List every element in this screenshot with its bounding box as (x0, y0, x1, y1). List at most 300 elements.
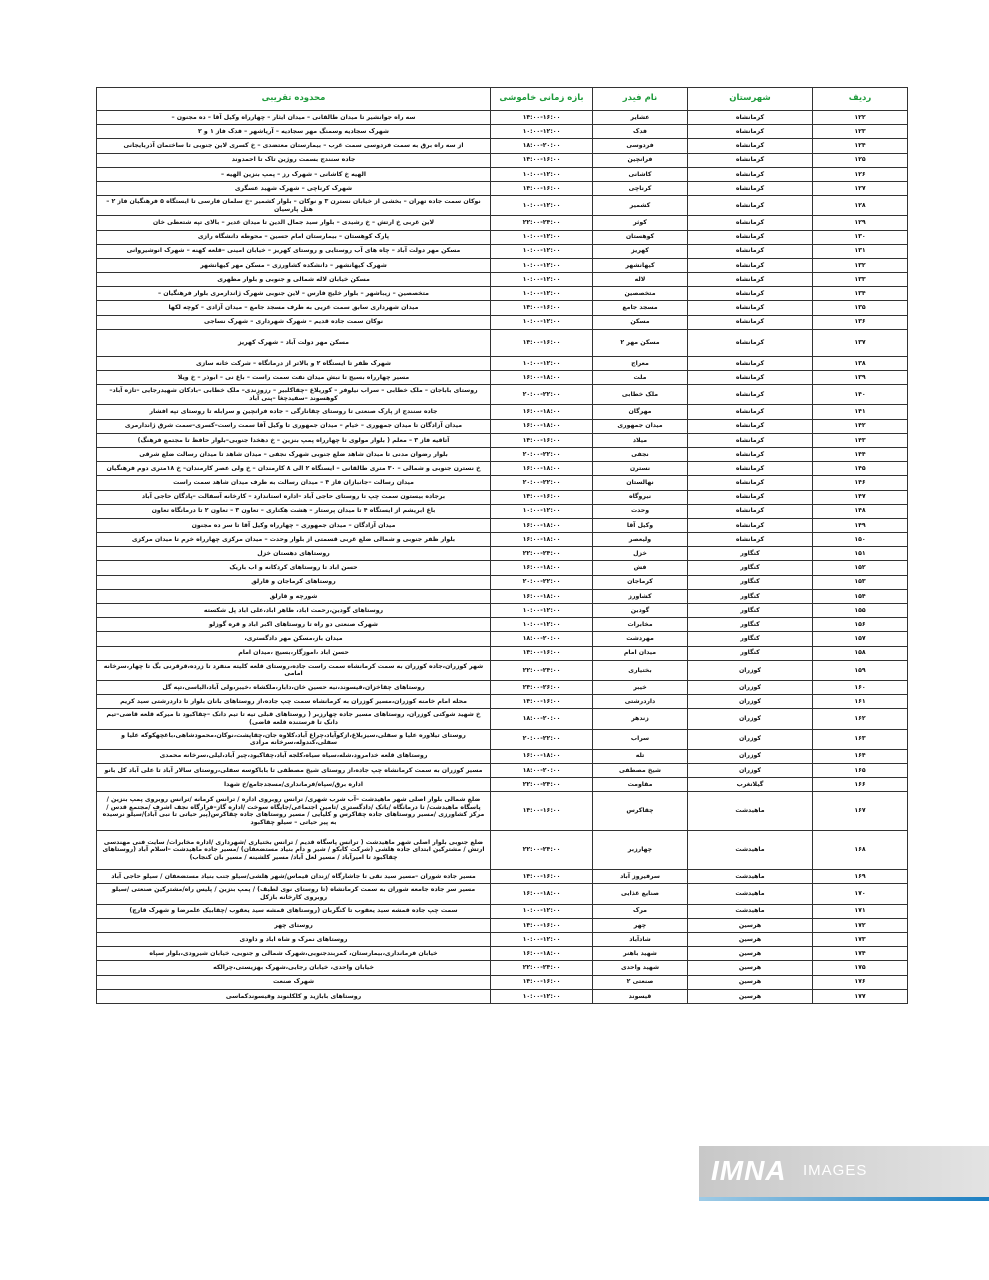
cell-feeder: کرناچی (593, 181, 688, 195)
cell-feeder: نجفی (593, 447, 688, 461)
cell-time: ۱۴:۰۰-۱۶:۰۰ (491, 153, 593, 167)
cell-index: ۱۳۵ (813, 301, 908, 315)
cell-time: ۱۰:۰۰-۱۲:۰۰ (491, 273, 593, 287)
cell-area: از سه راه برق به سمت فردوسی سمت غرب – بیمارستان معتضدی – خ کسری لاین جنوبی تا ساختمان آذربایجانی (97, 139, 491, 153)
cell-time: ۲۲:۰۰-۲۴:۰۰ (491, 778, 593, 792)
cell-index: ۱۵۹ (813, 660, 908, 680)
cell-city: کرمانشاه (688, 216, 813, 230)
table-row (97, 405, 908, 419)
table-row (97, 947, 908, 961)
outage-table (96, 87, 908, 1004)
cell-city: کوزران (688, 709, 813, 729)
cell-index: ۱۳۲ (813, 258, 908, 272)
cell-feeder: وحدت (593, 504, 688, 518)
cell-index: ۱۶۲ (813, 709, 908, 729)
header-time: بازه زمانی خاموشی (491, 88, 593, 111)
cell-feeder: مسجد جامع (593, 301, 688, 315)
cell-feeder: وکیل آقا (593, 518, 688, 532)
cell-area: سه راه جوانشیر تا میدان طالقانی – میدان ایثار – چهارراه وکیل آقا – ده مجنون – (97, 111, 491, 125)
cell-index: ۱۶۱ (813, 695, 908, 709)
cell-time: ۱۰:۰۰-۱۲:۰۰ (491, 618, 593, 632)
cell-feeder: مهرگان (593, 405, 688, 419)
cell-time: ۲۰:۰۰-۲۲:۰۰ (491, 385, 593, 405)
cell-time: ۱۰:۰۰-۱۲:۰۰ (491, 125, 593, 139)
cell-feeder: سراب (593, 729, 688, 749)
cell-feeder: شهید واحدی (593, 961, 688, 975)
cell-index: ۱۳۸ (813, 356, 908, 370)
table-row (97, 709, 908, 729)
cell-city: کرمانشاه (688, 518, 813, 532)
cell-feeder: کرماجان (593, 575, 688, 589)
cell-area: میدان آزادگان – میدان جمهوری – چهارراه وکیل آقا تا سر ده مجنون (97, 518, 491, 532)
table-row (97, 329, 908, 356)
cell-index: ۱۶۸ (813, 831, 908, 870)
cell-city: کنگاور (688, 547, 813, 561)
table-row (97, 831, 908, 870)
cell-city: کرمانشاه (688, 371, 813, 385)
cell-index: ۱۵۱ (813, 547, 908, 561)
cell-city: کرمانشاه (688, 533, 813, 547)
cell-city: کرمانشاه (688, 462, 813, 476)
cell-feeder: شادآباد (593, 933, 688, 947)
cell-city: کرمانشاه (688, 385, 813, 405)
cell-time: ۱۰:۰۰-۱۲:۰۰ (491, 504, 593, 518)
cell-time: ۲۰:۰۰-۲۲:۰۰ (491, 476, 593, 490)
cell-feeder: ملت (593, 371, 688, 385)
cell-feeder: ملک خطابی (593, 385, 688, 405)
table-row (97, 490, 908, 504)
cell-feeder: ولیعصر (593, 533, 688, 547)
cell-area: آتاقیه فاز ۳ – معلم ( بلوار مولوی تا چهارراه پمپ بنزین – خ دهخدا جنوبی–بلوار حافظ تا مجتمع فرهنگ) (97, 433, 491, 447)
cell-index: ۱۲۳ (813, 125, 908, 139)
watermark-text: IMAGES (803, 1162, 868, 1179)
cell-time: ۱۴:۰۰-۱۶:۰۰ (491, 646, 593, 660)
table-row (97, 244, 908, 258)
cell-time: ۱۴:۰۰-۱۶:۰۰ (491, 918, 593, 932)
cell-city: کوزران (688, 749, 813, 763)
cell-city: کرمانشاه (688, 258, 813, 272)
cell-index: ۱۲۲ (813, 111, 908, 125)
cell-city: ماهیدشت (688, 904, 813, 918)
cell-time: ۱۴:۰۰-۱۶:۰۰ (491, 792, 593, 831)
cell-index: ۱۶۳ (813, 729, 908, 749)
cell-feeder: فش (593, 561, 688, 575)
cell-area: شهر کوزران،جاده کوزران به سمت کرمانشاه سمت راست جاده،روستای قلعه کلیته منفرد تا زرده،قرقرنی بگ تا چهار،سرخانه امامی (97, 660, 491, 680)
cell-city: کرمانشاه (688, 315, 813, 329)
cell-area: باغ ابریشم از ایستگاه ۴ تا میدان پرستار – هشت هکتاری – تعاون ۳ – تعاون ۲ تا درمانگاه تعاون (97, 504, 491, 518)
table-row (97, 870, 908, 884)
cell-time: ۱۴:۰۰-۱۶:۰۰ (491, 329, 593, 356)
table-row (97, 989, 908, 1003)
cell-time: ۱۰:۰۰-۱۲:۰۰ (491, 287, 593, 301)
cell-city: کنگاور (688, 632, 813, 646)
cell-time: ۲۲:۰۰-۲۴:۰۰ (491, 831, 593, 870)
cell-area: نوکان سمت جاده تهران – بخشی از خیابان نسترن ۳ و نوکان – بلوار کشمیر –خ سلمان فارسی تا ایستگاه ۵ فرهنگیان فاز ۲ – هتل پارسیان (97, 196, 491, 216)
cell-city: کرمانشاه (688, 476, 813, 490)
cell-index: ۱۳۱ (813, 244, 908, 258)
cell-feeder: شهید باهنر (593, 947, 688, 961)
cell-city: کرمانشاه (688, 125, 813, 139)
cell-area: مسکن مهر دولت آباد – شهرک کهریز (97, 329, 491, 356)
cell-area: روستاهای دهستان خزل (97, 547, 491, 561)
cell-feeder: کشمیر (593, 196, 688, 216)
cell-index: ۱۷۵ (813, 961, 908, 975)
table-row (97, 561, 908, 575)
table-row (97, 287, 908, 301)
table-row (97, 181, 908, 195)
cell-feeder: شیخ مصطفی (593, 763, 688, 777)
cell-index: ۱۲۸ (813, 196, 908, 216)
cell-city: ماهیدشت (688, 792, 813, 831)
cell-index: ۱۳۰ (813, 230, 908, 244)
cell-city: کرمانشاه (688, 196, 813, 216)
cell-index: ۱۴۸ (813, 504, 908, 518)
cell-index: ۱۵۸ (813, 646, 908, 660)
table-row (97, 125, 908, 139)
cell-city: کرمانشاه (688, 230, 813, 244)
cell-index: ۱۴۵ (813, 462, 908, 476)
table-row (97, 632, 908, 646)
cell-area: شهرک سجادیه وسمنگ مهر سجادیه – آریاشهر – فدک فاز ۱ و ۲ (97, 125, 491, 139)
cell-area: مسیر سر جاده جامعه شوران به سمت کرمانشاه (تا روستای نوی لطیف) / پمپ بنزین / پلیس راه/مشترکین صنعتی /سیلو روبروی کارخانه بازکل (97, 884, 491, 904)
cell-time: ۱۰:۰۰-۱۲:۰۰ (491, 230, 593, 244)
cell-time: ۱۰:۰۰-۱۲:۰۰ (491, 315, 593, 329)
cell-city: کرمانشاه (688, 504, 813, 518)
cell-time: ۱۶:۰۰-۱۸:۰۰ (491, 884, 593, 904)
cell-index: ۱۷۱ (813, 904, 908, 918)
cell-time: ۲۰:۰۰-۲۲:۰۰ (491, 729, 593, 749)
cell-feeder: فرانچین (593, 153, 688, 167)
cell-area: مسکن مهر دولت آباد – چاه های آب روستایی و روستای کهریز – خیابان امینی –قلعه کهنه – شهرک انوشیروانی (97, 244, 491, 258)
cell-time: ۲۴:۰۰-۲۶:۰۰ (491, 680, 593, 694)
cell-feeder: مقاومت (593, 778, 688, 792)
cell-area: مسیر کوزران به سمت کرمانشاه چپ جاده،از روستای شیخ مصطفی تا باباکوسه سفلی،روستای سالار آباد تا علی آباد کل بانو (97, 763, 491, 777)
table-row (97, 230, 908, 244)
cell-city: کوزران (688, 660, 813, 680)
cell-time: ۱۴:۰۰-۱۶:۰۰ (491, 433, 593, 447)
table-row (97, 589, 908, 603)
cell-area: مسیر جاده شوران –مسیر سید نقی تا جاشارگاه /زندان قیماس/شهر هلشی/سیلو جنب بنیاد مستضعفان / سیلو حاجی آباد (97, 870, 491, 884)
header-index: ردیف (813, 88, 908, 111)
cell-index: ۱۵۲ (813, 561, 908, 575)
cell-index: ۱۶۰ (813, 680, 908, 694)
cell-time: ۱۰:۰۰-۱۲:۰۰ (491, 196, 593, 216)
outage-schedule-sheet (96, 87, 908, 1004)
cell-time: ۲۲:۰۰-۲۴:۰۰ (491, 660, 593, 680)
cell-city: کرمانشاه (688, 244, 813, 258)
cell-time: ۱۶:۰۰-۱۸:۰۰ (491, 749, 593, 763)
cell-index: ۱۴۳ (813, 433, 908, 447)
table-row (97, 680, 908, 694)
table-row (97, 139, 908, 153)
cell-time: ۱۰:۰۰-۱۲:۰۰ (491, 356, 593, 370)
cell-time: ۱۰:۰۰-۱۲:۰۰ (491, 258, 593, 272)
cell-feeder: نسترن (593, 462, 688, 476)
table-row (97, 315, 908, 329)
cell-feeder: صنعتی ۲ (593, 975, 688, 989)
table-row (97, 356, 908, 370)
cell-feeder: مسکن (593, 315, 688, 329)
cell-time: ۱۰:۰۰-۱۲:۰۰ (491, 604, 593, 618)
cell-city: کرمانشاه (688, 111, 813, 125)
cell-feeder: مسکن مهر ۲ (593, 329, 688, 356)
cell-index: ۱۳۴ (813, 287, 908, 301)
cell-area: شهرک کرناچی – شهرک شهید عسگری (97, 181, 491, 195)
cell-feeder: بختیاری (593, 660, 688, 680)
cell-time: ۱۰:۰۰-۱۲:۰۰ (491, 904, 593, 918)
cell-city: کنگاور (688, 561, 813, 575)
cell-time: ۱۴:۰۰-۱۶:۰۰ (491, 975, 593, 989)
cell-time: ۱۰:۰۰-۱۲:۰۰ (491, 989, 593, 1003)
cell-index: ۱۷۰ (813, 884, 908, 904)
cell-area: روستای باباجان – ملک خطابی – سراب نیلوفر – کوریلاغ –چقاکلبیر – رزوزندی– ملک خطابی –بادکان شهیدرجایی –تازه آباد– کوهسوند –سفیدچغا –پنی آباد (97, 385, 491, 405)
cell-area: روستای تیلاوره علیا و سفلی،سیزبلاغ،ازکوآباد،چراغ آباد،کلاوه جان،چقاپشت،نوکان،محمودشاهی،باغچهکوکه علیا و سفلی،کندوله،سرخانه مرادی (97, 729, 491, 749)
table-row (97, 933, 908, 947)
cell-area: میدان شهرداری سابق سمت غربی به طرف مسجد جامع – میدان آزادی – کوچه لکها (97, 301, 491, 315)
cell-feeder: چقاکرس (593, 792, 688, 831)
cell-time: ۱۸:۰۰-۲۰:۰۰ (491, 709, 593, 729)
cell-city: کوزران (688, 729, 813, 749)
cell-time: ۱۸:۰۰-۲۰:۰۰ (491, 139, 593, 153)
cell-time: ۱۸:۰۰-۲۰:۰۰ (491, 763, 593, 777)
cell-feeder: مرک (593, 904, 688, 918)
table-row (97, 778, 908, 792)
table-row (97, 547, 908, 561)
cell-city: ماهیدشت (688, 884, 813, 904)
cell-index: ۱۲۵ (813, 153, 908, 167)
table-row (97, 462, 908, 476)
cell-index: ۱۲۹ (813, 216, 908, 230)
table-row (97, 301, 908, 315)
cell-area: میدان باز،مسکن مهر دادگستری، (97, 632, 491, 646)
cell-feeder: میدان جمهوری (593, 419, 688, 433)
cell-time: ۱۶:۰۰-۱۸:۰۰ (491, 462, 593, 476)
cell-feeder: مخابرات (593, 618, 688, 632)
cell-index: ۱۳۳ (813, 273, 908, 287)
cell-feeder: قیسوند (593, 989, 688, 1003)
cell-area: روستاهای نمرک و شاه اباد و داودی (97, 933, 491, 947)
cell-city: کرمانشاه (688, 419, 813, 433)
cell-index: ۱۴۹ (813, 518, 908, 532)
cell-area: برجاده بیستون سمت چپ تا روستای حاجی آباد –اداره استاندارد – کارخانه آسفالت –پادگان حاجی آباد (97, 490, 491, 504)
cell-feeder: فدک (593, 125, 688, 139)
cell-city: کرمانشاه (688, 273, 813, 287)
cell-city: کوزران (688, 695, 813, 709)
cell-time: ۱۶:۰۰-۱۸:۰۰ (491, 371, 593, 385)
cell-time: ۱۶:۰۰-۱۸:۰۰ (491, 589, 593, 603)
cell-feeder: سرفیروز آباد (593, 870, 688, 884)
cell-feeder: کهریز (593, 244, 688, 258)
table-row (97, 884, 908, 904)
table-row (97, 904, 908, 918)
cell-index: ۱۳۹ (813, 371, 908, 385)
cell-feeder: چهارزبر (593, 831, 688, 870)
cell-area: شهرک صنعتی دو راه تا روستاهای اکبر اباد و قره گوزلو (97, 618, 491, 632)
table-row (97, 433, 908, 447)
cell-index: ۱۲۴ (813, 139, 908, 153)
cell-index: ۱۷۳ (813, 933, 908, 947)
cell-index: ۱۴۷ (813, 490, 908, 504)
table-row (97, 518, 908, 532)
table-header-row (97, 88, 908, 111)
cell-time: ۲۲:۰۰-۲۴:۰۰ (491, 961, 593, 975)
table-row (97, 419, 908, 433)
cell-area: شورچه و قارلق (97, 589, 491, 603)
cell-time: ۱۴:۰۰-۱۶:۰۰ (491, 490, 593, 504)
header-feeder: نام فیدر (593, 88, 688, 111)
table-row (97, 918, 908, 932)
cell-index: ۱۷۷ (813, 989, 908, 1003)
cell-feeder: متخصصین (593, 287, 688, 301)
cell-area: مسیر چهارراه بسیج تا نبش میدان نفت سمت راست – باغ نی – ابوذر – خ ویلا (97, 371, 491, 385)
cell-area: الهیه خ کاشانی – شهرک رز – پمپ بنزین الهیه – (97, 167, 491, 181)
cell-area: بلوار رضوان مدنی تا میدان شاهد ضلع جنوبی شهرک نجفی – میدان شاهد تا میدان رسالت ضلع شرقی (97, 447, 491, 461)
cell-index: ۱۳۷ (813, 329, 908, 356)
cell-time: ۲۰:۰۰-۲۲:۰۰ (491, 575, 593, 589)
cell-city: کرمانشاه (688, 405, 813, 419)
table-row (97, 196, 908, 216)
cell-area: روستاهای کرماجان و قارلق (97, 575, 491, 589)
cell-city: کرمانشاه (688, 329, 813, 356)
cell-time: ۱۸:۰۰-۲۰:۰۰ (491, 632, 593, 646)
cell-area: متخصصین – زیباشهر – بلوار خلیج فارس – لاین جنوبی شهرک ژاندارمری بلوار فرهنگیان – (97, 287, 491, 301)
cell-feeder: گودین (593, 604, 688, 618)
table-row (97, 763, 908, 777)
cell-index: ۱۲۷ (813, 181, 908, 195)
cell-index: ۱۴۱ (813, 405, 908, 419)
cell-index: ۱۵۰ (813, 533, 908, 547)
cell-feeder: صنایع غذایی (593, 884, 688, 904)
table-row (97, 975, 908, 989)
cell-time: ۱۶:۰۰-۱۸:۰۰ (491, 947, 593, 961)
cell-feeder: چهر (593, 918, 688, 932)
cell-city: هرسین (688, 961, 813, 975)
cell-area: میدان آزادگان تا میدان جمهوری – خیام – میدان جمهوری تا وکیل آقا سمت راست–کسری–سمت شرق ژاندارمری (97, 419, 491, 433)
cell-city: کرمانشاه (688, 287, 813, 301)
cell-time: ۱۴:۰۰-۱۶:۰۰ (491, 181, 593, 195)
cell-area: روستای چهر (97, 918, 491, 932)
table-row (97, 385, 908, 405)
cell-time: ۱۴:۰۰-۱۶:۰۰ (491, 111, 593, 125)
table-row (97, 792, 908, 831)
cell-feeder: مهردشت (593, 632, 688, 646)
cell-area: روستاهای بابازید و کلکلنوند وقیسوندکماسی (97, 989, 491, 1003)
cell-feeder: تله (593, 749, 688, 763)
cell-city: کنگاور (688, 575, 813, 589)
imna-watermark (699, 1146, 989, 1200)
cell-index: ۱۶۶ (813, 778, 908, 792)
cell-time: ۱۶:۰۰-۱۸:۰۰ (491, 419, 593, 433)
cell-index: ۱۶۵ (813, 763, 908, 777)
cell-index: ۱۴۲ (813, 419, 908, 433)
cell-time: ۱۰:۰۰-۱۲:۰۰ (491, 244, 593, 258)
cell-feeder: داردرشتی (593, 695, 688, 709)
table-row (97, 729, 908, 749)
cell-area: حسن اباد تا روستاهای کردکانه و اب باریک (97, 561, 491, 575)
cell-feeder: نیروگاه (593, 490, 688, 504)
cell-index: ۱۶۷ (813, 792, 908, 831)
cell-city: هرسین (688, 933, 813, 947)
cell-city: کرمانشاه (688, 433, 813, 447)
cell-feeder: کوثر (593, 216, 688, 230)
cell-city: کوزران (688, 763, 813, 777)
cell-index: ۱۳۶ (813, 315, 908, 329)
header-city: شهرستان (688, 88, 813, 111)
cell-feeder: معراج (593, 356, 688, 370)
cell-time: ۱۰:۰۰-۱۲:۰۰ (491, 167, 593, 181)
cell-time: ۱۶:۰۰-۱۸:۰۰ (491, 518, 593, 532)
cell-city: کنگاور (688, 604, 813, 618)
cell-feeder: کیهانشهر (593, 258, 688, 272)
cell-feeder: زندهر (593, 709, 688, 729)
cell-city: کرمانشاه (688, 490, 813, 504)
header-area: محدوده تقریبی (97, 88, 491, 111)
cell-city: کرمانشاه (688, 447, 813, 461)
cell-city: هرسین (688, 918, 813, 932)
cell-index: ۱۵۶ (813, 618, 908, 632)
cell-area: شهرک کیهانشهر – دانشکده کشاورزی – مسکن مهر کیهانشهر (97, 258, 491, 272)
cell-city: کرمانشاه (688, 356, 813, 370)
cell-feeder: میدان امام (593, 646, 688, 660)
cell-feeder: کاشانی (593, 167, 688, 181)
table-row (97, 575, 908, 589)
cell-time: ۱۶:۰۰-۱۸:۰۰ (491, 405, 593, 419)
cell-feeder: فردوسی (593, 139, 688, 153)
cell-area: جاده سنندج از پارک صنعتی تا روستای چقانارگی – جاده فرانچین و سرابله تا روستای تپه افشار (97, 405, 491, 419)
cell-city: کرمانشاه (688, 181, 813, 195)
table-row (97, 660, 908, 680)
table-row (97, 216, 908, 230)
table-row (97, 533, 908, 547)
cell-city: کنگاور (688, 646, 813, 660)
cell-index: ۱۴۴ (813, 447, 908, 461)
table-row (97, 153, 908, 167)
cell-city: کرمانشاه (688, 301, 813, 315)
cell-area: لاین غربی خ ارتش – خ رشیدی – بلوار سید جمال الدین تا میدان غدیر – بالای تپه شتعطی خان (97, 216, 491, 230)
cell-area: نوکان سمت جاده قدیم – شهرک شهرداری – شهرک نساجی (97, 315, 491, 329)
table-row (97, 749, 908, 763)
cell-area: روستاهای گودین،رحمت اباد، طاهر اباد،علی اباد پل شکسته (97, 604, 491, 618)
cell-area: روستاهای چقاخزان،قیسوند،نیه حسین خان،دابار،ملکشاه ،خیبر،ولی آباد،الیاسی،تپه گل (97, 680, 491, 694)
cell-area: جاده سنندج بسمت روژین تاک تا احمدوند (97, 153, 491, 167)
cell-feeder: لاله (593, 273, 688, 287)
cell-city: گیلانغرب (688, 778, 813, 792)
cell-area: شهرک ظفر تا ایستگاه ۲ و بالاتر از درمانگاه – شرکت خانه سازی (97, 356, 491, 370)
cell-area: خیابان واحدی، خیابان رجایی،شهرک بهزیستی،چرالکه (97, 961, 491, 975)
cell-index: ۱۵۴ (813, 589, 908, 603)
cell-time: ۱۰:۰۰-۱۲:۰۰ (491, 933, 593, 947)
cell-feeder: عشایر (593, 111, 688, 125)
cell-index: ۱۶۴ (813, 749, 908, 763)
cell-index: ۱۲۶ (813, 167, 908, 181)
table-row (97, 618, 908, 632)
cell-area: میدان رسالت –جانبازان فاز ۴ – میدان رسالت به طرف میدان شاهد سمت راست (97, 476, 491, 490)
cell-index: ۱۶۹ (813, 870, 908, 884)
cell-index: ۱۵۳ (813, 575, 908, 589)
cell-city: کرمانشاه (688, 167, 813, 181)
cell-area: خیابان فرمانداری،بیمارستان، کمربندجنوبی،شهرک شمالی و جنوبی، خیابان شیرودی،بلوار سپاه (97, 947, 491, 961)
cell-feeder: میلاد (593, 433, 688, 447)
cell-area: اداره برق/سپاه/فرمانداری/مسجدجامع/خ شهدا (97, 778, 491, 792)
cell-time: ۱۶:۰۰-۱۸:۰۰ (491, 533, 593, 547)
cell-area: روستاهای قلعه خدامرود،شله،سیاه سیاه،کلجه آباد،چقاکبود،چیر آباد،لیلی،سرخانه محمدی (97, 749, 491, 763)
table-row (97, 167, 908, 181)
cell-area: سمت چپ جاده قمشه سید یعقوب تا کنگربان (روستاهای قمشه سید یعقوب /چقابیک علمرضا و شهرک قارچ) (97, 904, 491, 918)
cell-index: ۱۵۷ (813, 632, 908, 646)
cell-time: ۲۲:۰۰-۲۴:۰۰ (491, 547, 593, 561)
table-row (97, 371, 908, 385)
cell-area: ضلع شمالی بلوار اصلی شهر ماهیدشت –آب شرب شهری/ ترانس روبروی اداره / ترانس کرمانه /ترانس روبروی پمپ بنزین /پاسگاه ماهیدشت/ تا درمانگاه /بانک /دادگستری /تامین اجتماعی/جایگاه سوخت /اداره گاز–قرارگاه نجف اشرف /مجتمع قدس /مرکز کشاورزی /مسیر روستاهای جاده چقاکرس و کلیایی / مسیر روستاهای جاده چقاکرس(پیر حیاتی تا نبی آباد)/سیلو نرسیده به پیر حیاتی – سیلو چقاکبود (97, 792, 491, 831)
